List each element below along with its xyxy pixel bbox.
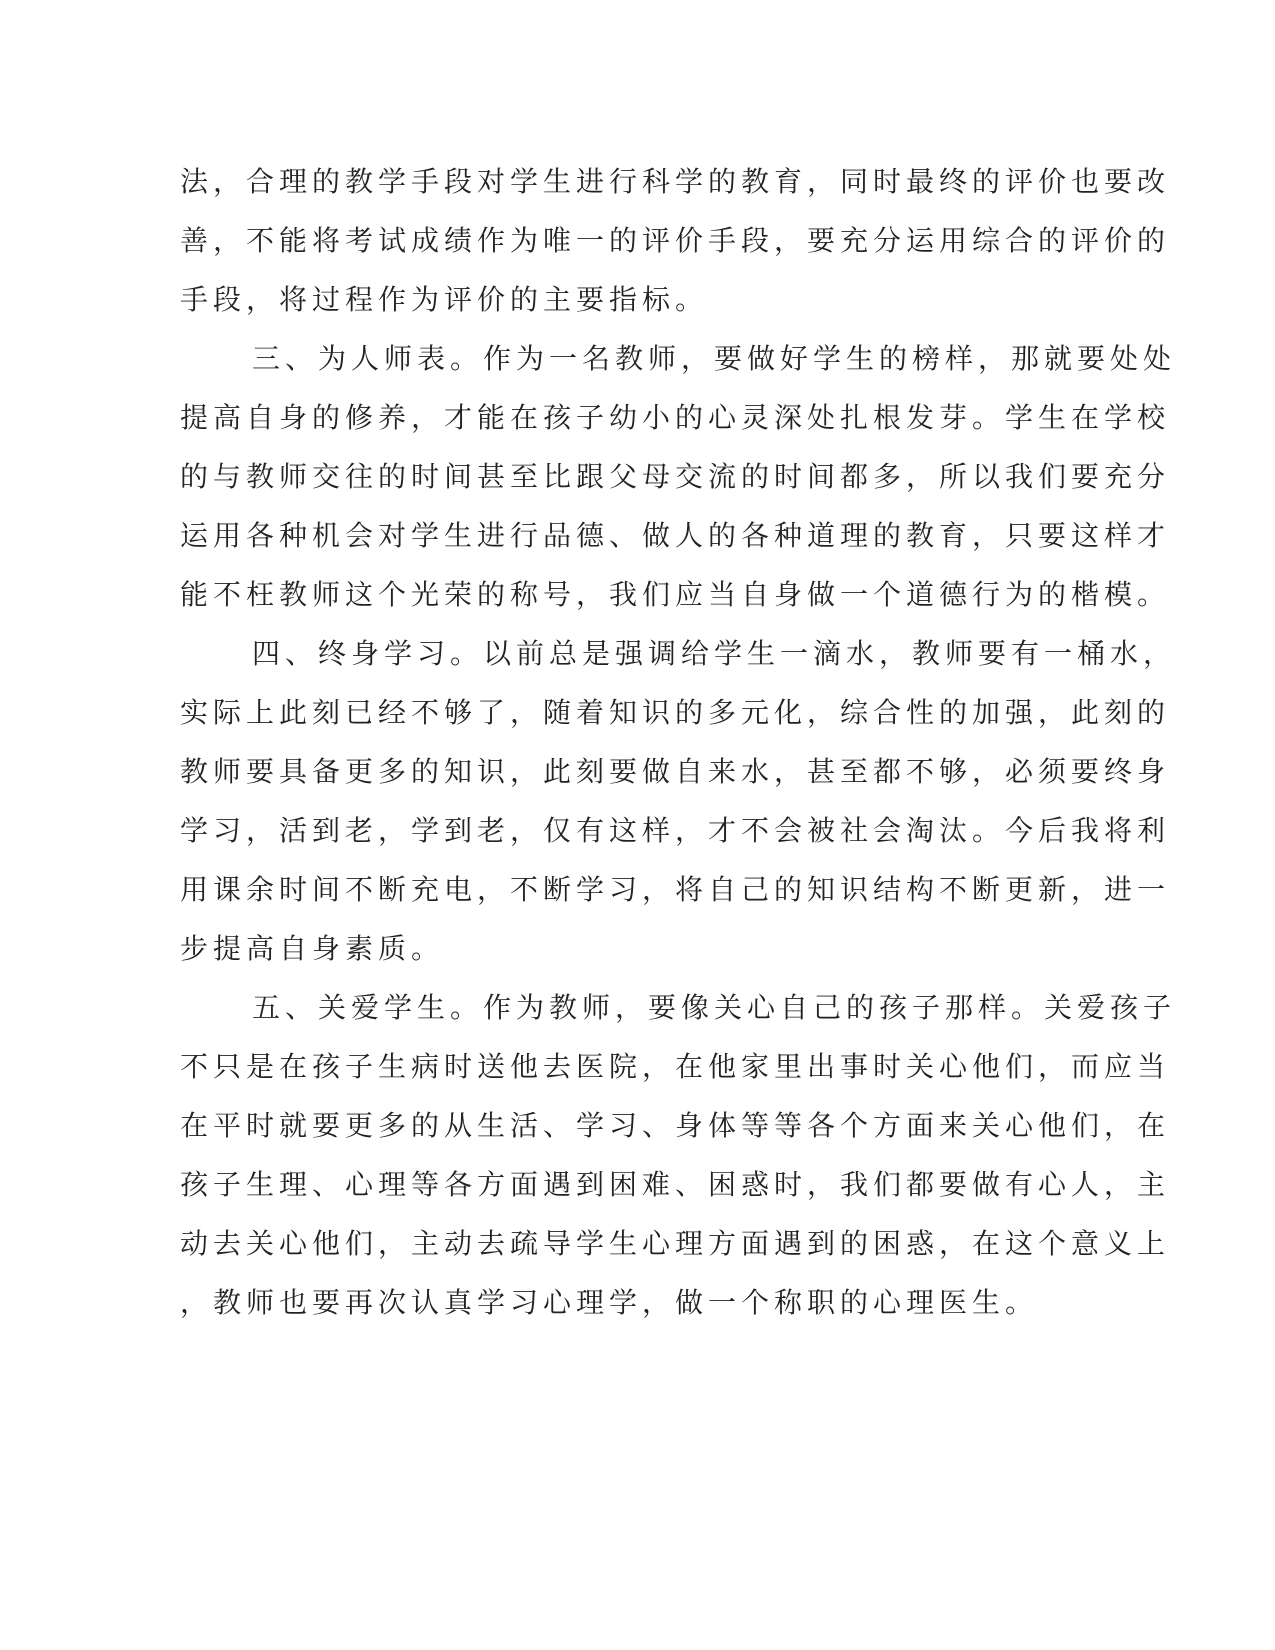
paragraph-heading-line: 三、为人师表。作为一名教师，要做好学生的榜样，那就要处处	[252, 342, 1177, 375]
text-line: 提高自身的修养，才能在孩子幼小的心灵深处扎根发芽。学生在学校	[180, 401, 1171, 434]
document-body	[180, 152, 1177, 1332]
text-line: 孩子生理、心理等各方面遇到困难、困惑时，我们都要做有心人，主	[180, 1168, 1171, 1201]
paragraph-heading-line: 五、关爱学生。作为教师，要像关心自己的孩子那样。关爱孩子	[252, 991, 1177, 1024]
text-line: 的与教师交往的时间甚至比跟父母交流的时间都多，所以我们要充分	[180, 460, 1171, 493]
text-line: 能不枉教师这个光荣的称号，我们应当自身做一个道德行为的楷模。	[180, 578, 1171, 611]
text-line: 运用各种机会对学生进行品德、做人的各种道理的教育，只要这样才	[180, 519, 1171, 552]
text-line: 步提高自身素质。	[180, 932, 445, 965]
text-line: 用课余时间不断充电，不断学习，将自己的知识结构不断更新，进一	[180, 873, 1171, 906]
text-line: 手段，将过程作为评价的主要指标。	[180, 283, 709, 316]
text-line: 在平时就要更多的从生活、学习、身体等等各个方面来关心他们，在	[180, 1109, 1171, 1142]
text-line: 学习，活到老，学到老，仅有这样，才不会被社会淘汰。今后我将利	[180, 814, 1171, 847]
text-line: 善，不能将考试成绩作为唯一的评价手段，要充分运用综合的评价的	[180, 224, 1171, 257]
text-line: 不只是在孩子生病时送他去医院，在他家里出事时关心他们，而应当	[180, 1050, 1171, 1083]
text-line: 动去关心他们，主动去疏导学生心理方面遇到的困惑，在这个意义上	[180, 1227, 1171, 1260]
paragraph-heading-line: 四、终身学习。以前总是强调给学生一滴水，教师要有一桶水，	[252, 637, 1177, 670]
text-line: 实际上此刻已经不够了，随着知识的多元化，综合性的加强，此刻的	[180, 696, 1171, 729]
text-line: 教师要具备更多的知识，此刻要做自来水，甚至都不够，必须要终身	[180, 755, 1171, 788]
text-line: 法，合理的教学手段对学生进行科学的教育，同时最终的评价也要改	[180, 165, 1171, 198]
text-line: ，教师也要再次认真学习心理学，做一个称职的心理医生。	[180, 1286, 1039, 1319]
